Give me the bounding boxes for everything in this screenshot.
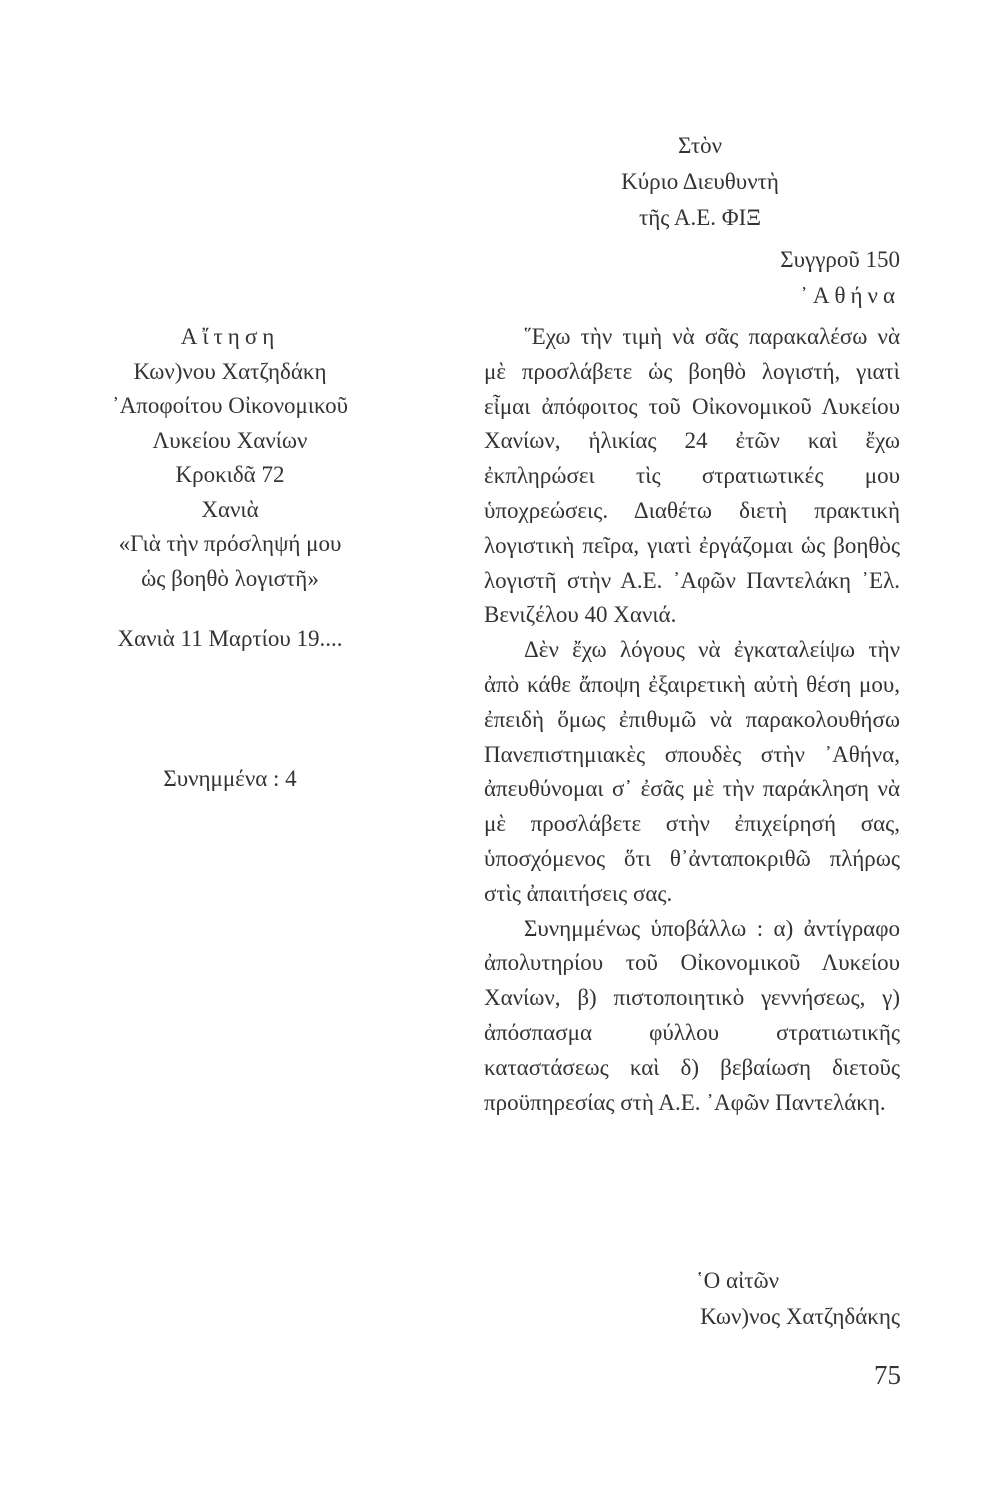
body-paragraph-3: Συνημμένως ὑποβάλλω : α) ἀντίγραφο ἀπολυτηρίου τοῦ Οἰκονομικοῦ Λυκείου Χανίων, β) πιστοποιητικὸ γεννήσεως, γ) ἀπόσπασμα φύλλου στρατιωτικῆς καταστάσεως καὶ δ) βεβαίωση διετοῦς προϋπηρεσίας στὴ Α.Ε. ᾿Αφῶν Παντελάκη. [484, 915, 900, 1115]
signature-name: Κων)νος Χατζηδάκης [700, 1304, 900, 1329]
sender-name: Κων)νου Χατζηδάκη [133, 358, 327, 384]
sender-city: Χανιὰ [201, 496, 259, 522]
signature-label: ῾Ο αἰτῶν [696, 1268, 780, 1293]
document-title: Αἴτηση [180, 324, 280, 349]
page-number: 75 [874, 1360, 901, 1390]
recipient-company: τῆς Α.Ε. ΦΙΞ [638, 205, 762, 230]
body-paragraph-2: Δὲν ἔχω λόγους νὰ ἐγκαταλείψω τὴν ἀπὸ κάθε ἄποψη ἐξαιρετικὴ αὐτὴ θέση μου, ἐπειδὴ ὅμως ἐπιθυμῶ νὰ παρακολουθήσω Πανεπιστημιακὲς σπουδὲς στὴν ᾿Αθήνα, ἀπευθύνομαι σ᾿ ἐσᾶς μὲ τὴν παράκληση νὰ μὲ προσλάβετε στὴν ἐπιχείρησή σας, ὑποσχόμενος ὅτι θ᾿ἀνταποκριθῶ πλήρως στὶς ἀπαιτήσεις σας. [484, 637, 900, 906]
letter-body [484, 320, 900, 1120]
recipient-city: ᾿Αθήνα [800, 283, 900, 308]
sender-school: Λυκείου Χανίων [152, 427, 308, 453]
recipient-street: Συγγροῦ 150 [780, 247, 900, 272]
recipient-title: Κύριο Διευθυντὴ [621, 169, 779, 194]
recipient-block [560, 128, 900, 314]
body-paragraph-1: ῞Εχω τὴν τιμὴ νὰ σᾶς παρακαλέσω νὰ μὲ προσλάβετε ὡς βοηθὸ λογιστή, γιατὶ εἶμαι ἀπόφοιτος τοῦ Οἰκονομικοῦ Λυκείου Χανίων, ἡλικίας 24 ἐτῶν καὶ ἔχω ἐκπληρώσει τὶς στρατιωτικές μου ὑποχρεώσεις. Διαθέτω διετὴ πρακτικὴ λογιστικὴ πεῖρα, γιατὶ ἐργάζομαι ὡς βοηθὸς λογιστῆ στὴν Α.Ε. ᾿Αφῶν Παντελάκη ᾿Ελ. Βενιζέλου 40 Χανιά. [484, 324, 900, 628]
recipient-salutation: Στὸν [677, 133, 723, 158]
document-date: Χανιὰ 11 Μαρτίου 19.... [117, 626, 343, 651]
sender-street: Κροκιδᾶ 72 [175, 462, 285, 487]
subject-line-2: ὡς βοηθὸ λογιστῆ» [141, 565, 319, 591]
subject-line-1: «Γιὰ τὴν πρόσληψή μου [118, 531, 342, 556]
attachments-count: Συνημμένα : 4 [163, 766, 297, 791]
signature-block [600, 1263, 900, 1335]
sender-block [60, 320, 400, 791]
sender-graduate: ᾿Αποφοίτου Οἰκονομικοῦ [112, 393, 348, 418]
